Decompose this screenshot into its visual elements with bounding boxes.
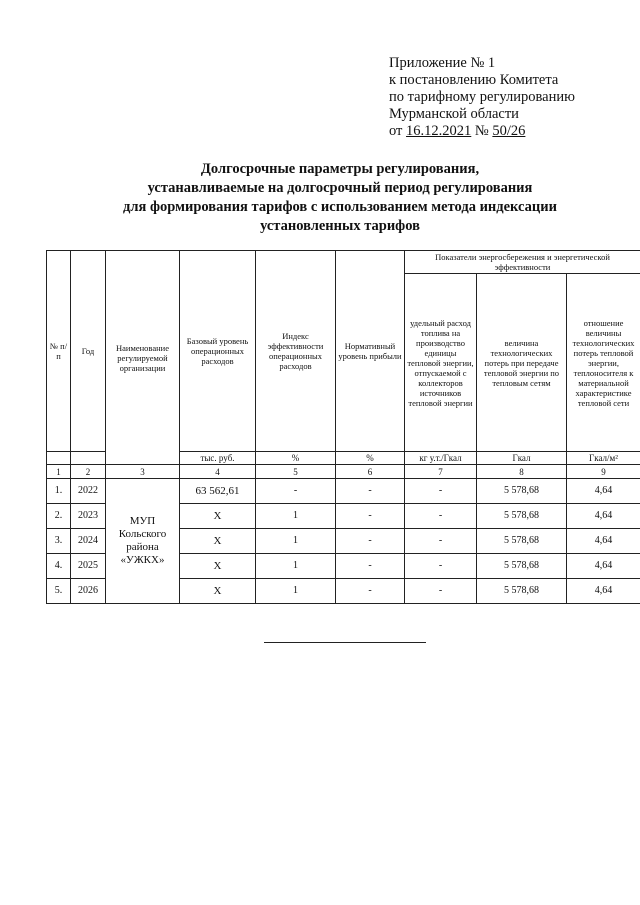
appendix-prefix: от — [389, 123, 407, 139]
column-number: 1 — [47, 465, 71, 479]
row-profit: - — [336, 579, 405, 604]
row-num: 2. — [47, 504, 71, 529]
column-number: 5 — [256, 465, 336, 479]
appendix-block — [389, 55, 629, 140]
unit-fuel: кг у.т./Гкал — [405, 452, 477, 465]
row-year: 2025 — [71, 554, 106, 579]
row-fuel: - — [405, 529, 477, 554]
unit-profit: % — [336, 452, 405, 465]
row-loss: 5 578,68 — [477, 479, 567, 504]
row-profit: - — [336, 554, 405, 579]
title-line-2: устанавливаемые на долгосрочный период регулирования — [147, 180, 533, 196]
row-index: 1 — [256, 579, 336, 604]
row-year: 2023 — [71, 504, 106, 529]
unit-base: тыс. руб. — [180, 452, 256, 465]
column-number: 8 — [477, 465, 567, 479]
appendix-date: 16.12.2021 — [406, 123, 472, 139]
header-num: № п/п — [47, 251, 71, 452]
header-year: Год — [71, 251, 106, 452]
org-name: МУП Кольского района «УЖКХ» — [106, 479, 180, 604]
column-number: 7 — [405, 465, 477, 479]
column-number: 3 — [106, 465, 180, 479]
appendix-number: 50/26 — [492, 123, 526, 139]
row-index: - — [256, 479, 336, 504]
table-row — [47, 479, 640, 504]
unit-year — [71, 452, 106, 465]
row-loss: 5 578,68 — [477, 504, 567, 529]
parameters-table — [46, 250, 640, 604]
unit-index: % — [256, 452, 336, 465]
row-profit: - — [336, 529, 405, 554]
column-number: 6 — [336, 465, 405, 479]
column-number: 9 — [567, 465, 640, 479]
header-base: Базовый уровень операционных расходов — [180, 251, 256, 452]
header-org: Наименование регулируемой организации — [106, 251, 180, 465]
row-year: 2026 — [71, 579, 106, 604]
row-base: X — [180, 504, 256, 529]
column-number-row — [47, 465, 640, 479]
row-loss: 5 578,68 — [477, 554, 567, 579]
row-fuel: - — [405, 554, 477, 579]
row-profit: - — [336, 504, 405, 529]
row-year: 2024 — [71, 529, 106, 554]
row-loss: 5 578,68 — [477, 529, 567, 554]
unit-ratio: Гкал/м² — [567, 452, 640, 465]
title-line-4: установленных тарифов — [260, 218, 420, 234]
row-ratio: 4,64 — [567, 579, 640, 604]
unit-loss: Гкал — [477, 452, 567, 465]
row-base: X — [180, 554, 256, 579]
appendix-line-1: Приложение № 1 — [389, 55, 496, 71]
header-ratio: отношение величины технологических потерь тепловой энергии, теплоносителя к материальной характеристике тепловой сети — [567, 274, 640, 452]
row-profit: - — [336, 479, 405, 504]
header-index: Индекс эффективности операционных расходов — [256, 251, 336, 452]
row-index: 1 — [256, 504, 336, 529]
row-num: 4. — [47, 554, 71, 579]
row-ratio: 4,64 — [567, 554, 640, 579]
document-title — [60, 160, 620, 236]
row-fuel: - — [405, 579, 477, 604]
appendix-line-5 — [389, 123, 629, 140]
row-num: 3. — [47, 529, 71, 554]
row-num: 1. — [47, 479, 71, 504]
row-index: 1 — [256, 529, 336, 554]
appendix-number-sign: № — [471, 123, 493, 139]
row-ratio: 4,64 — [567, 529, 640, 554]
unit-num — [47, 452, 71, 465]
row-ratio: 4,64 — [567, 504, 640, 529]
row-base: X — [180, 529, 256, 554]
row-index: 1 — [256, 554, 336, 579]
row-base: 63 562,61 — [180, 479, 256, 504]
header-loss: величина технологических потерь при передаче тепловой энергии по тепловым сетям — [477, 274, 567, 452]
row-loss: 5 578,68 — [477, 579, 567, 604]
appendix-line-4: Мурманской области — [389, 106, 519, 122]
header-fuel: удельный расход топлива на производство единицы тепловой энергии, отпускаемой с коллекторов источников тепловой энергии — [405, 274, 477, 452]
row-fuel: - — [405, 479, 477, 504]
row-base: X — [180, 579, 256, 604]
appendix-line-3: по тарифному регулированию — [389, 89, 575, 105]
row-year: 2022 — [71, 479, 106, 504]
title-line-1: Долгосрочные параметры регулирования, — [200, 161, 480, 177]
row-num: 5. — [47, 579, 71, 604]
appendix-line-2: к постановлению Комитета — [389, 72, 559, 88]
signature-line — [264, 642, 426, 643]
column-number: 4 — [180, 465, 256, 479]
row-ratio: 4,64 — [567, 479, 640, 504]
row-fuel: - — [405, 504, 477, 529]
title-line-3: для формирования тарифов с использованием метода индексации — [123, 199, 557, 215]
column-number: 2 — [71, 465, 106, 479]
header-profit: Нормативный уровень прибыли — [336, 251, 405, 452]
header-energy-group: Показатели энергосбережения и энергетической эффективности — [405, 251, 640, 274]
